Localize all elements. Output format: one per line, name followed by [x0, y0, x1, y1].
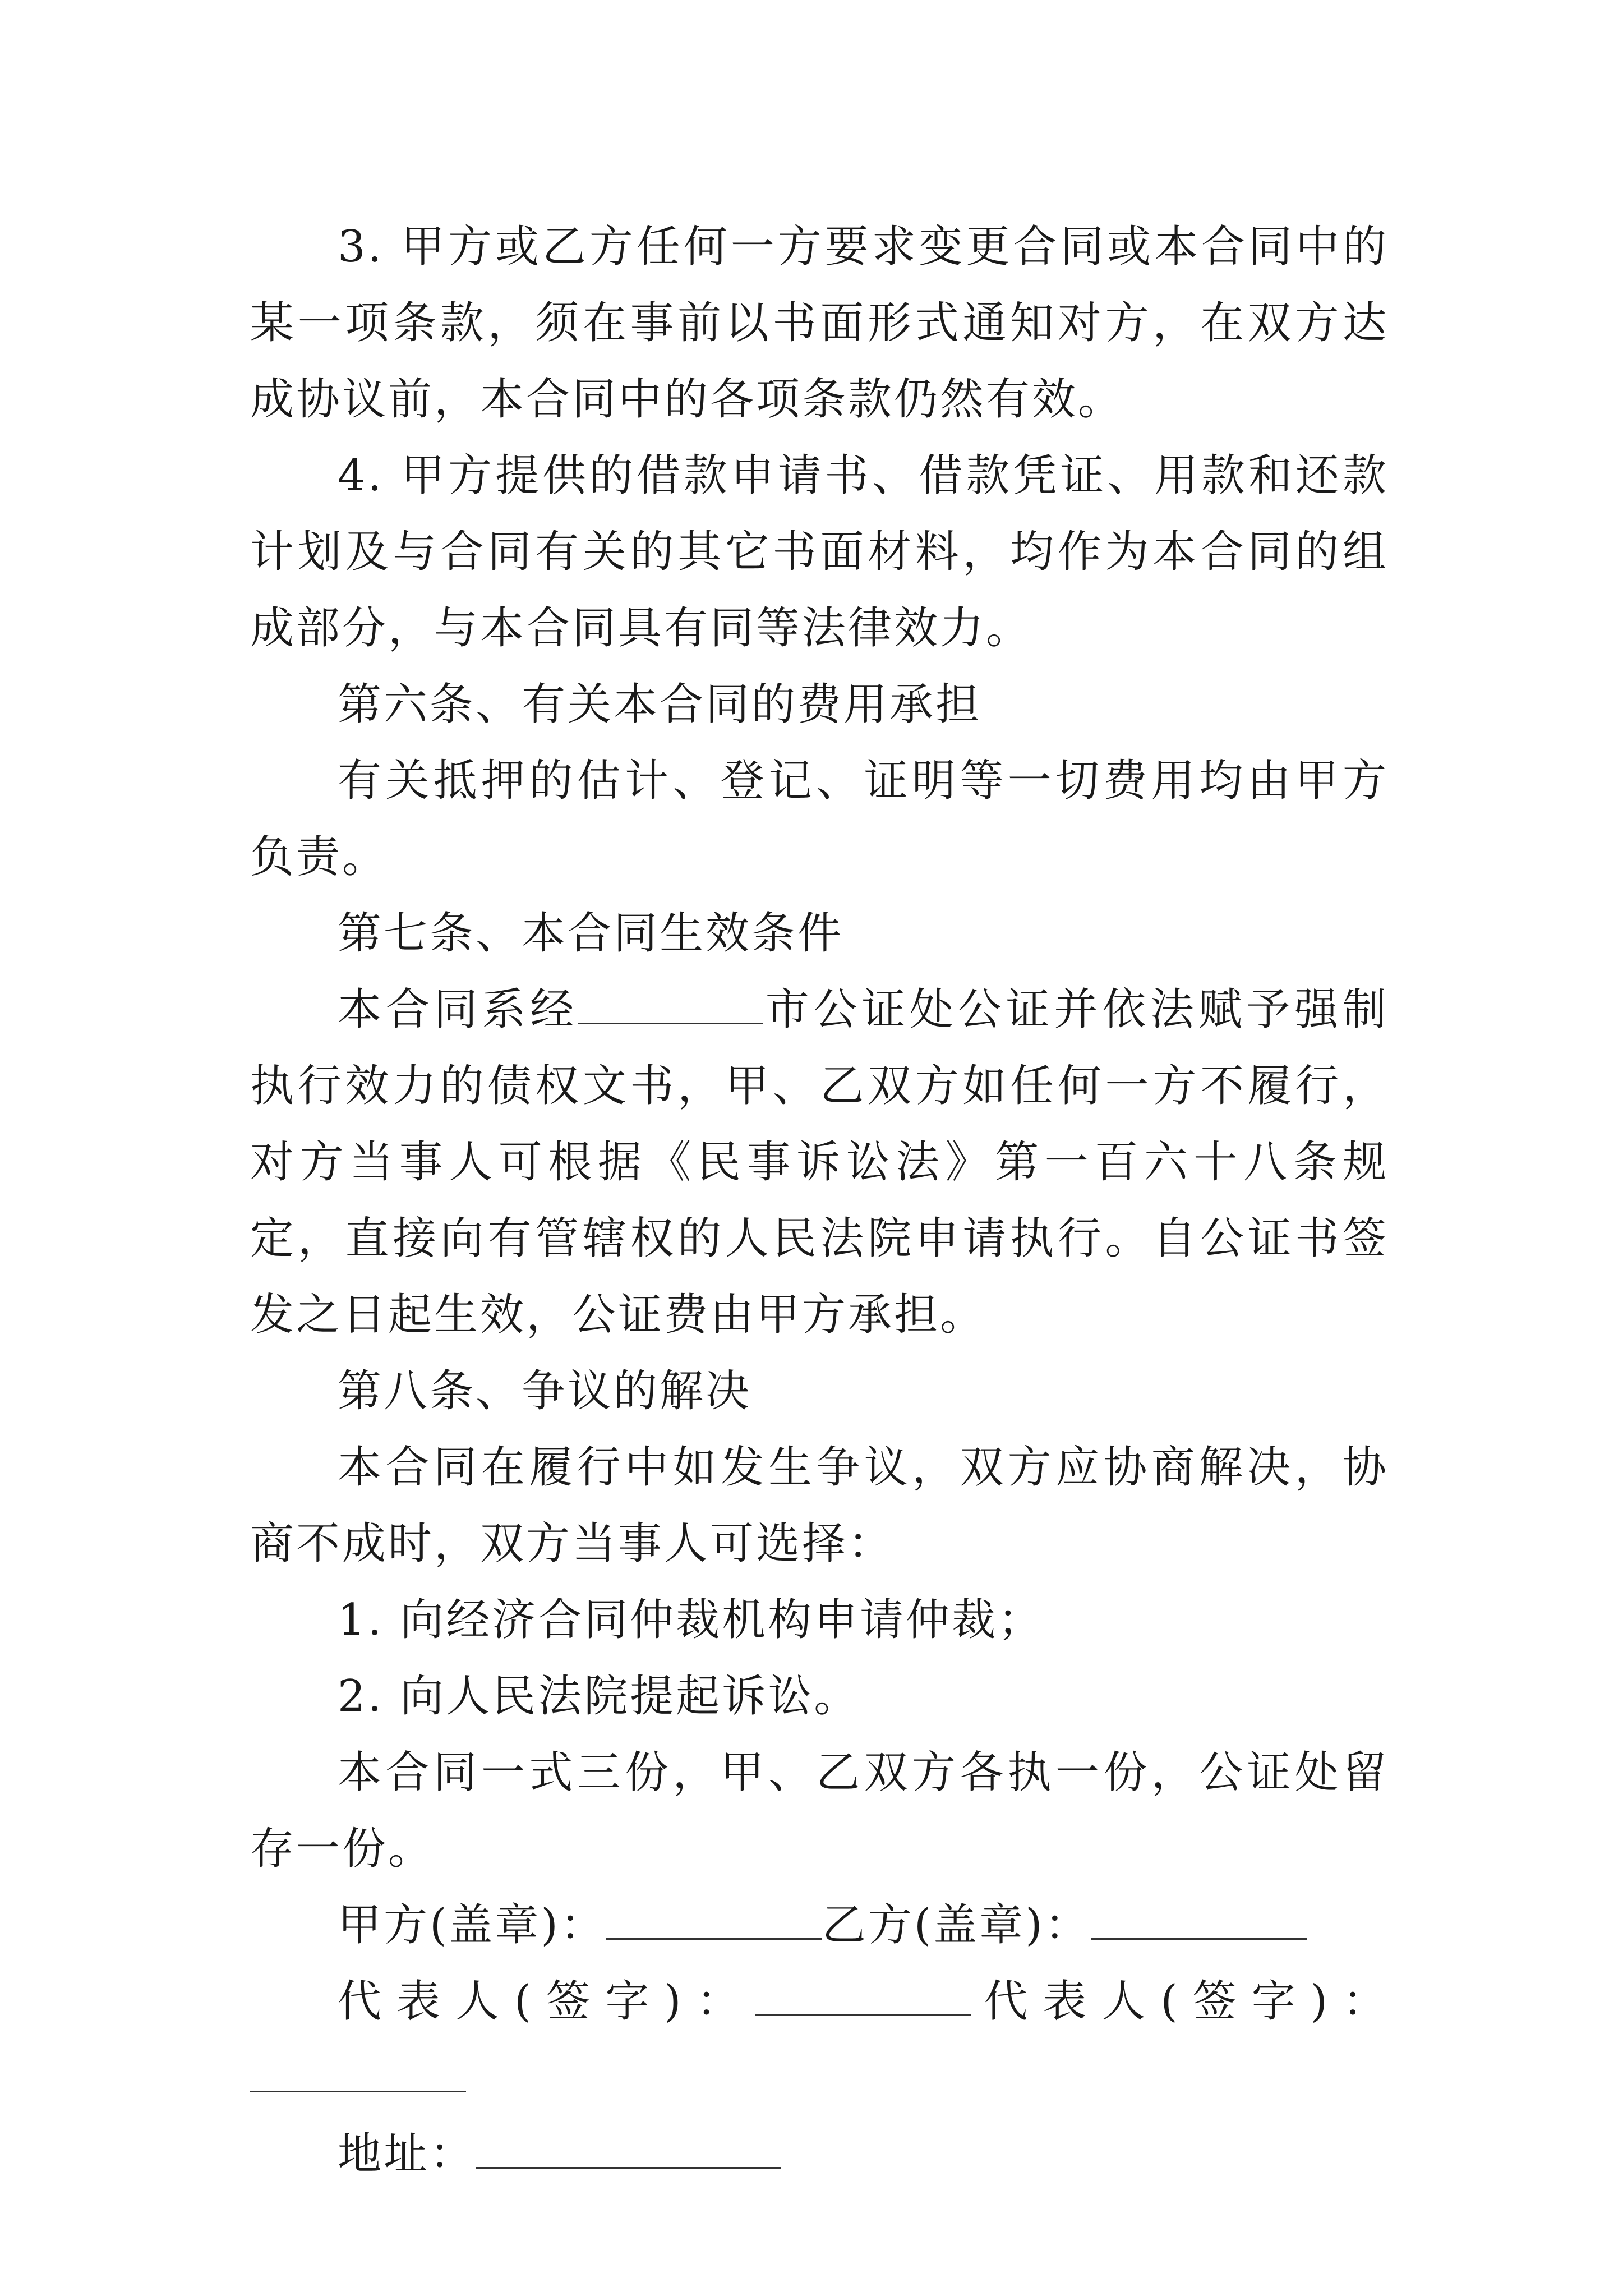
- rep-b-sign-label: 代表人(签字)：: [971, 1976, 1389, 2027]
- party-b-seal-label: 乙方(盖章)：: [822, 1900, 1091, 1950]
- city-blank-line[interactable]: [578, 1022, 763, 1024]
- clause8-title: 第八条、争议的解决: [338, 1366, 752, 1416]
- address-label: 地址：: [338, 2129, 476, 2179]
- clause8-body: 本合同在履行中如发生争议，双方应协商解决，协商不成时，双方当事人可选择：: [250, 1442, 1389, 1569]
- clause5-item3: 3. 甲方或乙方任何一方要求变更合同或本合同中的某一项条款，须在事前以书面形式通知对方，在双方达成协议前，本合同中的各项条款仍然有效。: [250, 222, 1389, 425]
- rep-b-sign-blank[interactable]: [250, 2090, 466, 2092]
- clause6-title: 第六条、有关本合同的费用承担: [338, 679, 982, 730]
- representative-line: [250, 1963, 1389, 2116]
- clause8-option2: 2. 向人民法院提起诉讼。: [338, 1671, 860, 1722]
- party-b-seal-blank[interactable]: [1091, 1938, 1307, 1940]
- clause7-body-prefix: 本合同系经: [338, 984, 578, 1035]
- clause7-title: 第七条、本合同生效条件: [338, 908, 844, 959]
- rep-a-sign-blank[interactable]: [755, 2014, 971, 2016]
- copies-statement: 本合同一式三份，甲、乙双方各执一份，公证处留存一份。: [250, 1747, 1389, 1874]
- clause6-body: 有关抵押的估计、登记、证明等一切费用均由甲方负责。: [250, 756, 1389, 882]
- address-blank[interactable]: [476, 2166, 781, 2169]
- clause5-item4: 4. 甲方提供的借款申请书、借款凭证、用款和还款计划及与合同有关的其它书面材料，均作为本合同的组成部分，与本合同具有同等法律效力。: [250, 450, 1389, 654]
- clause7-body: [250, 972, 1389, 1353]
- clause8-option1: 1. 向经济合同仲裁机构申请仲裁；: [338, 1595, 1044, 1645]
- rep-a-sign-label: 代表人(签字)：: [338, 1976, 755, 2027]
- party-a-seal-label: 甲方(盖章)：: [338, 1900, 606, 1950]
- seal-line: [250, 1887, 1389, 1963]
- party-a-seal-blank[interactable]: [606, 1938, 822, 1940]
- address-line: [250, 2116, 1389, 2192]
- clause7-body-suffix: 市公证处公证并依法赋予强制执行效力的债权文书，甲、乙双方如任何一方不履行，对方当事人可根据《民事诉讼法》第一百六十八条规定，直接向有管辖权的人民法院申请执行。自公证书签发之日起生效，公证费由甲方承担。: [250, 984, 1389, 1340]
- contract-page: [250, 209, 1389, 2192]
